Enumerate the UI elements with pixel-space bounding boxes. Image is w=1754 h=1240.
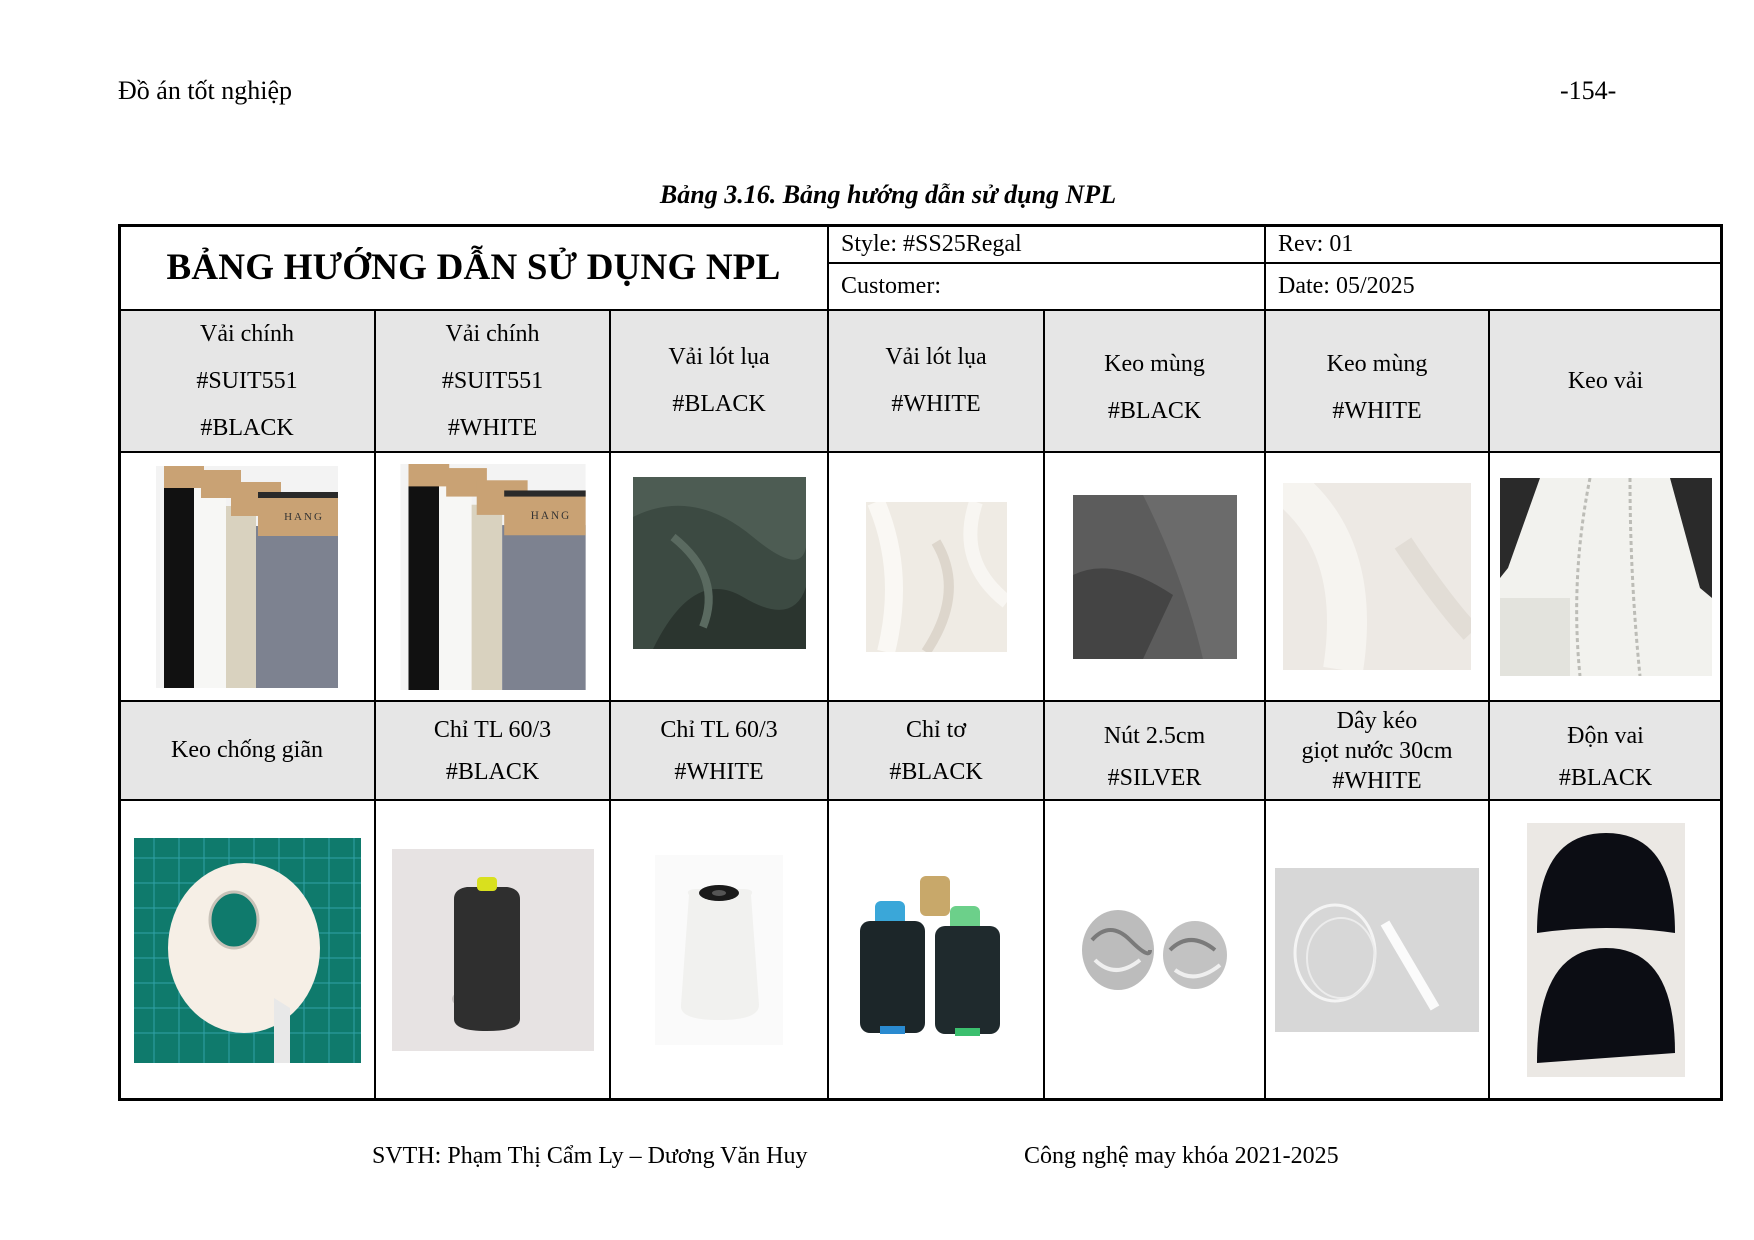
- image-cell-don-vai-black: [1488, 799, 1723, 1101]
- material-header-keo-vai: [1488, 309, 1723, 453]
- image-cell-day-keo-white: [1264, 799, 1490, 1101]
- material-color: #SILVER: [1107, 764, 1202, 791]
- material-header-vai-lot-white: [827, 309, 1045, 453]
- material-color: #WHITE: [674, 758, 764, 785]
- material-header-keo-mung-white: [1264, 309, 1490, 453]
- material-header-vai-lot-black: [609, 309, 829, 453]
- material-header-don-vai-black: [1488, 700, 1723, 801]
- material-header-chi-to-black: [827, 700, 1045, 801]
- image-cell-vai-lot-white: [827, 451, 1045, 702]
- material-header-vai-chinh-black: [118, 309, 376, 453]
- image-cell-vai-chinh-black: [118, 451, 376, 702]
- image-cell-chi-to-black: [827, 799, 1045, 1101]
- material-header-nut-silver: [1043, 700, 1266, 801]
- material-name: Vải chính: [200, 320, 294, 347]
- material-code: #SUIT551: [196, 367, 298, 394]
- material-header-keo-chong-gian: [118, 700, 376, 801]
- style-field: Style: #SS25Regal: [827, 224, 1266, 264]
- material-color: #BLACK: [1558, 764, 1653, 791]
- image-cell-keo-vai: [1488, 451, 1723, 702]
- page-number: -154-: [1560, 76, 1617, 105]
- material-color: #BLACK: [200, 414, 294, 441]
- image-cell-keo-chong-gian: [118, 799, 376, 1101]
- material-color: #WHITE: [891, 391, 981, 417]
- image-cell-keo-mung-black: [1043, 451, 1266, 702]
- material-color: #WHITE: [1332, 398, 1422, 424]
- table-title: BẢNG HƯỚNG DẪN SỬ DỤNG NPL: [118, 224, 829, 311]
- image-cell-keo-mung-white: [1264, 451, 1490, 702]
- material-header-day-keo-white: [1264, 700, 1490, 801]
- footer-course: Công nghệ may khóa 2021-2025: [1024, 1143, 1339, 1169]
- svg-text:HANG: HANG: [530, 509, 571, 522]
- image-cell-chi-tl-white: [609, 799, 829, 1101]
- material-name: Độn vai: [1567, 722, 1644, 749]
- material-header-keo-mung-black: [1043, 309, 1266, 453]
- image-cell-nut-silver: [1043, 799, 1266, 1101]
- image-cell-vai-chinh-white: [374, 451, 611, 702]
- date-field: Date: 05/2025: [1264, 262, 1723, 311]
- white-thread-cone-icon: [655, 855, 783, 1045]
- white-interlining-icon: [1283, 483, 1471, 670]
- fabric-interlining-strips-icon: [1500, 478, 1712, 676]
- material-name: Nút 2.5cm: [1103, 722, 1206, 749]
- footer-authors: SVTH: Phạm Thị Cẩm Ly – Dương Văn Huy: [372, 1143, 808, 1169]
- svg-text:HANG: HANG: [284, 510, 324, 523]
- image-cell-chi-tl-black: [374, 799, 611, 1101]
- material-color: #WHITE: [1332, 767, 1422, 794]
- table-caption: Bảng 3.16. Bảng hướng dẫn sử dụng NPL: [659, 180, 1117, 209]
- material-name: Chỉ TL 60/3: [660, 716, 778, 743]
- material-color: #BLACK: [889, 758, 983, 785]
- stay-tape-roll-icon: [134, 838, 361, 1063]
- material-name: Dây kéo: [1336, 707, 1418, 734]
- material-name: Chỉ TL 60/3: [433, 716, 552, 743]
- material-name: Vải lót lụa: [668, 344, 770, 370]
- black-thread-cone-icon: [392, 849, 594, 1051]
- material-name: Keo chống giãn: [171, 737, 323, 763]
- image-cell-vai-lot-black: [609, 451, 829, 702]
- material-name: Chỉ tơ: [905, 716, 967, 743]
- material-name: Vải lót lụa: [885, 344, 987, 370]
- material-name: Keo mùng: [1326, 351, 1428, 377]
- fabric-swatch-book-icon: [156, 466, 338, 688]
- material-color: #WHITE: [447, 414, 538, 441]
- material-header-chi-tl-black: [374, 700, 611, 801]
- silver-buttons-icon: [1070, 900, 1240, 1000]
- black-thread-spools-icon: [850, 861, 1022, 1039]
- document-header-title: Đồ án tốt nghiệp: [118, 76, 293, 105]
- shoulder-pads-icon: [1527, 823, 1685, 1077]
- rev-field: Rev: 01: [1264, 224, 1723, 264]
- customer-field: Customer:: [827, 262, 1266, 311]
- material-header-chi-tl-white: [609, 700, 829, 801]
- invisible-zipper-icon: [1275, 868, 1479, 1032]
- material-color: #BLACK: [445, 758, 540, 785]
- fabric-swatch-book-icon: [399, 464, 587, 690]
- material-header-vai-chinh-white: [374, 309, 611, 453]
- material-spec: giọt nước 30cm: [1301, 737, 1453, 764]
- material-color: #BLACK: [672, 391, 766, 417]
- material-name: Keo vải: [1567, 367, 1644, 394]
- material-color: #BLACK: [1107, 398, 1202, 424]
- black-interlining-icon: [1073, 495, 1237, 659]
- material-name: Vải chính: [445, 320, 540, 347]
- material-name: Keo mùng: [1104, 351, 1205, 377]
- material-code: #SUIT551: [441, 367, 544, 394]
- white-silk-fabric-icon: [866, 502, 1007, 652]
- dark-green-silk-fabric-icon: [633, 477, 806, 649]
- npl-usage-table: [118, 224, 1723, 1101]
